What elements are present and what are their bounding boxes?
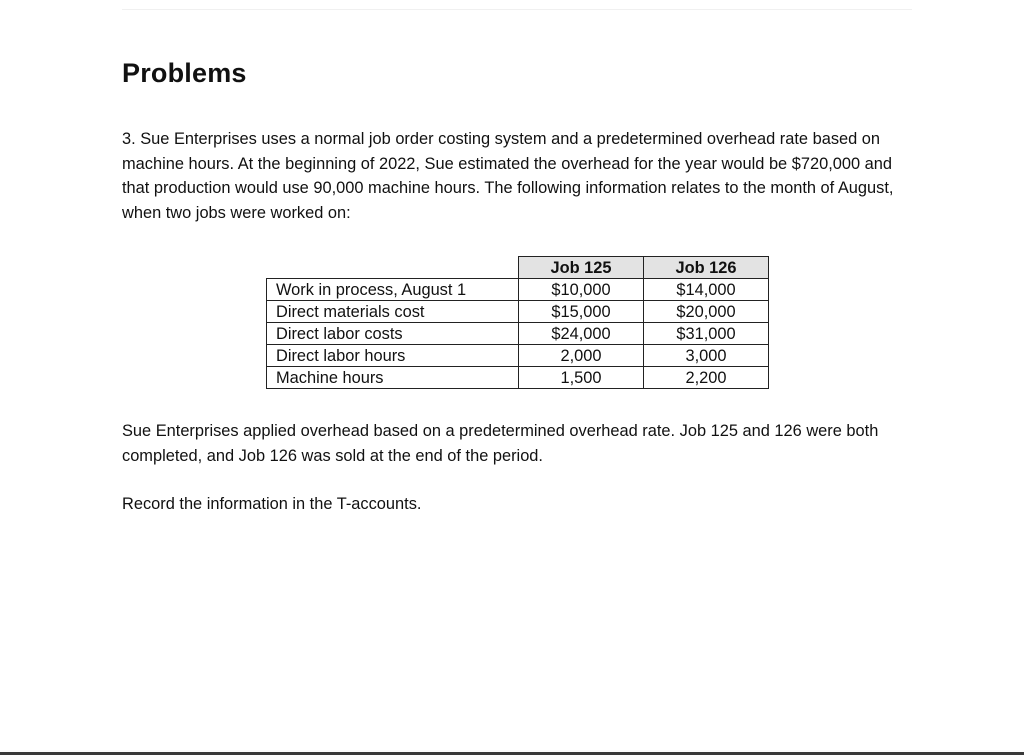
cell-job-126: $20,000 [644,301,769,323]
table-row [267,301,769,323]
cell-job-125: 2,000 [519,345,644,367]
row-label: Machine hours [267,367,519,389]
column-header-job-126: Job 126 [644,257,769,279]
cell-job-125: $10,000 [519,279,644,301]
row-label: Direct labor hours [267,345,519,367]
cell-job-126: 3,000 [644,345,769,367]
table-row [267,323,769,345]
cell-job-125: $24,000 [519,323,644,345]
cell-job-126: $31,000 [644,323,769,345]
cell-job-126: $14,000 [644,279,769,301]
table-row [267,345,769,367]
job-cost-table [266,256,769,389]
page-title: Problems [122,58,247,88]
top-divider [122,9,912,10]
table-header-row [267,257,769,279]
table-corner-cell [267,257,519,279]
cell-job-125: 1,500 [519,367,644,389]
table-row [267,279,769,301]
problem-statement: 3. Sue Enterprises uses a normal job order costing system and a predetermined overhead rate based on machine hours. At the beginning of 2022, Sue estimated the overhead for the year would be $720,000 and that production would use 90,000 machine hours. The following information relates to the month of August, when two jobs were worked on: [122,130,894,222]
row-label: Work in process, August 1 [267,279,519,301]
cell-job-125: $15,000 [519,301,644,323]
row-label: Direct materials cost [267,301,519,323]
row-label: Direct labor costs [267,323,519,345]
table-row [267,367,769,389]
column-header-job-125: Job 125 [519,257,644,279]
applied-overhead-statement: Sue Enterprises applied overhead based on a predetermined overhead rate. Job 125 and 126 were both completed, and Job 126 was sold at the end of the period. [122,422,879,465]
cell-job-126: 2,200 [644,367,769,389]
instruction: Record the information in the T-accounts. [122,495,422,513]
